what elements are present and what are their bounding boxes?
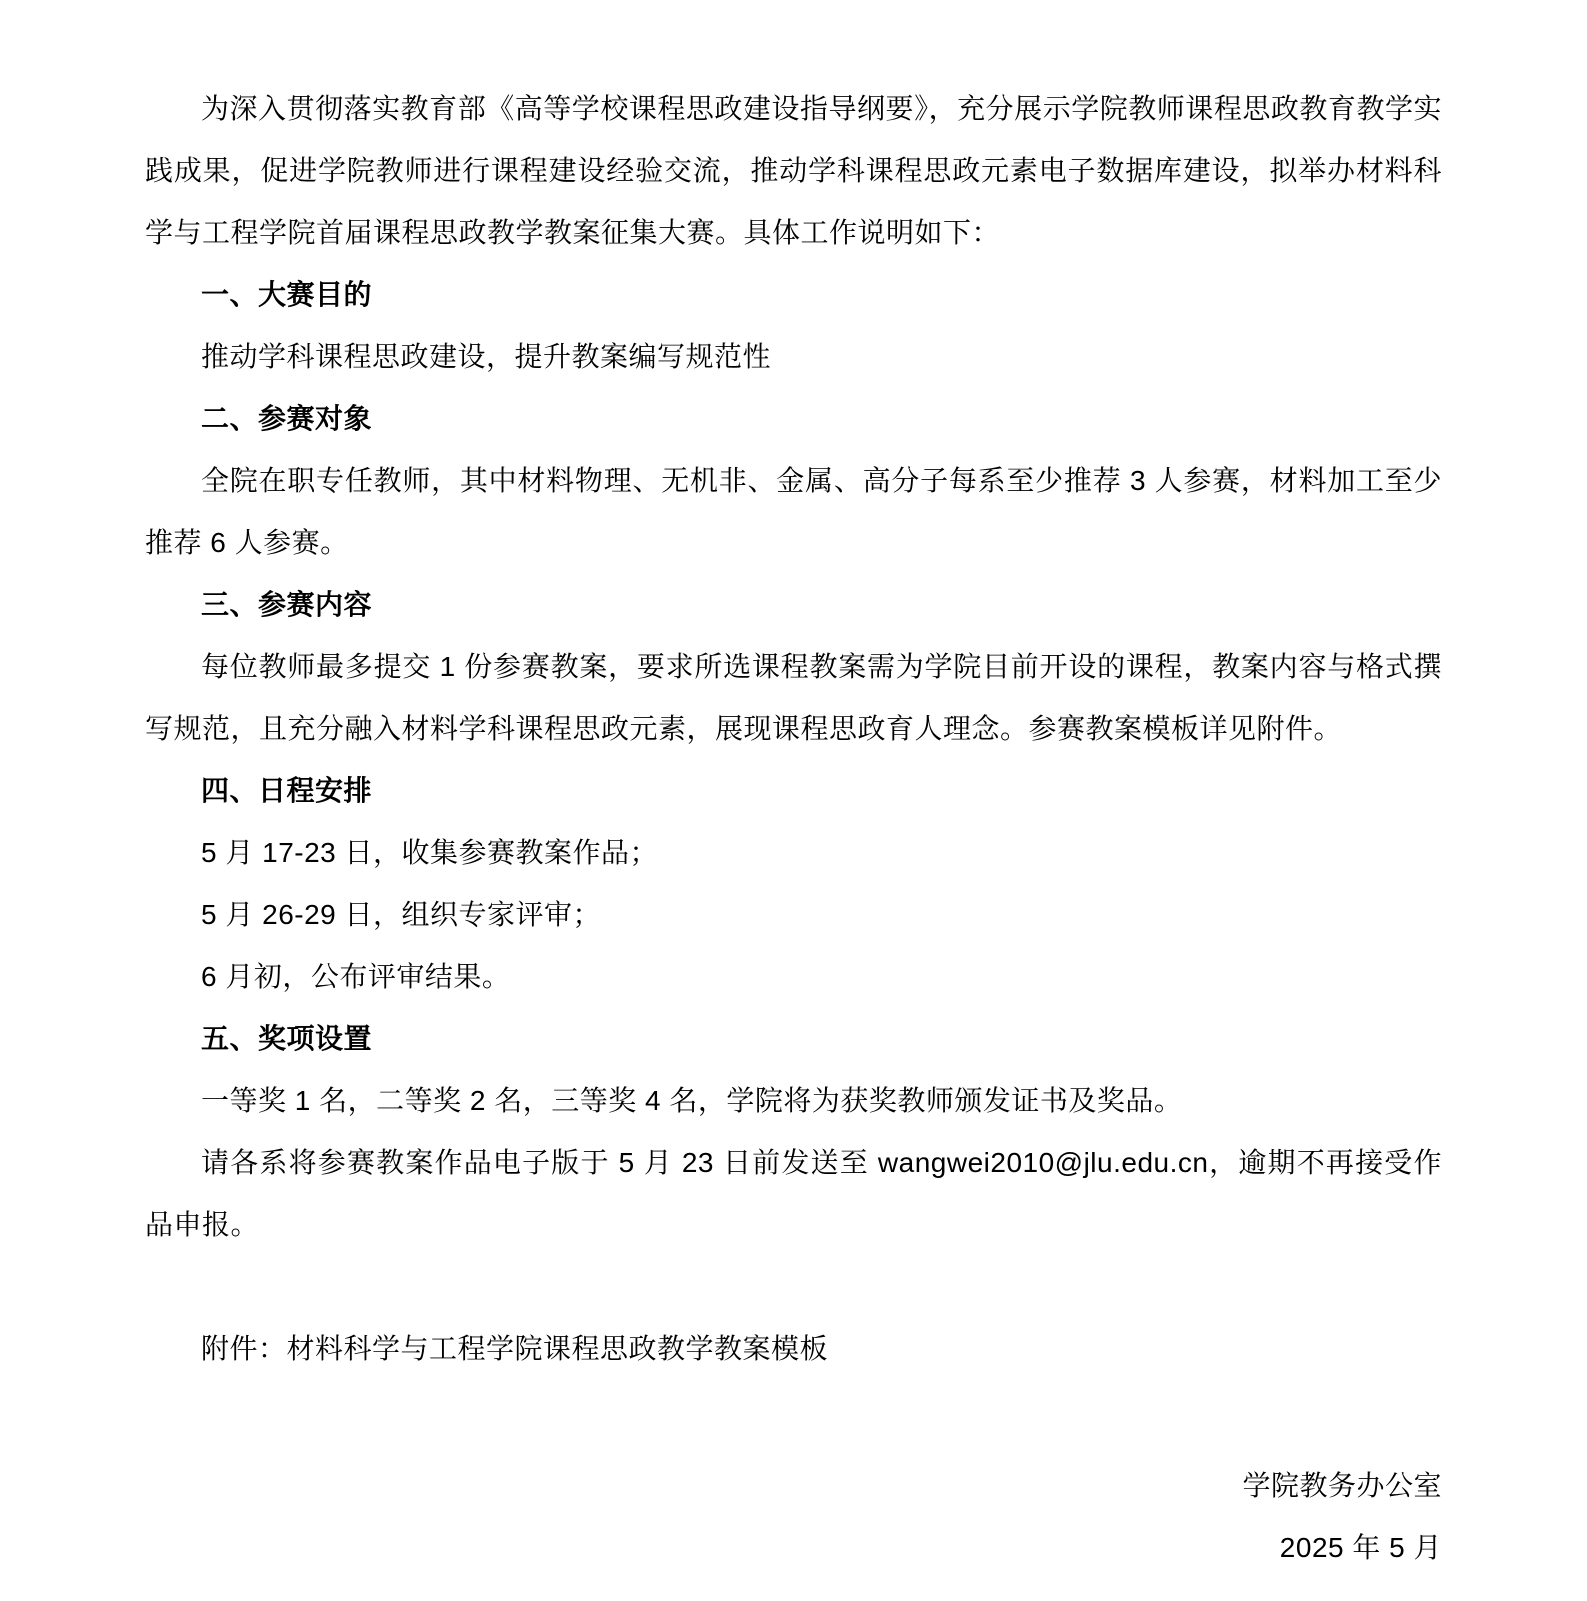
section-participants [145, 388, 1442, 574]
submission-deadline-paragraph [145, 1132, 1442, 1256]
submission-text-prefix: 请各系将参赛教案作品电子版于 5 月 23 日前发送至 [201, 1147, 878, 1178]
participants-paragraph: 全院在职专任教师，其中材料物理、无机非、金属、高分子每系至少推荐 3 人参赛，材料加工至少推荐 6 人参赛。 [145, 465, 1442, 558]
schedule-item-results: 6 月初，公布评审结果。 [201, 961, 511, 992]
section-goal [145, 264, 1442, 388]
section-heading-schedule: 四、日程安排 [201, 775, 373, 806]
section-heading-goal: 一、大赛目的 [201, 279, 373, 310]
schedule-item-review: 5 月 26-29 日，组织专家评审； [201, 899, 602, 930]
attachment-line: 附件：材料科学与工程学院课程思政教学教案模板 [201, 1333, 829, 1364]
blank-line [145, 1256, 1442, 1318]
section-heading-content: 三、参赛内容 [201, 589, 373, 620]
section-content [145, 574, 1442, 760]
section-heading-awards: 五、奖项设置 [201, 1023, 373, 1054]
section-awards [145, 1008, 1442, 1256]
submission-text-suffix: ，逾期不再接受作品申报。 [145, 1147, 1442, 1240]
signature-block [145, 1455, 1442, 1579]
content-paragraph: 每位教师最多提交 1 份参赛教案，要求所选课程教案需为学院目前开设的课程，教案内容与格式撰写规范，且充分融入材料学科课程思政元素，展现课程思政育人理念。参赛教案模板详见附件。 [145, 651, 1442, 744]
goal-paragraph: 推动学科课程思政建设，提升教案编写规范性 [201, 341, 772, 372]
blank-line [145, 1380, 1442, 1455]
email-address: wangwei2010@jlu.edu.cn [877, 1147, 1209, 1178]
schedule-item-collection: 5 月 17-23 日，收集参赛教案作品； [201, 837, 659, 868]
intro-paragraph: 为深入贯彻落实教育部《高等学校课程思政建设指导纲要》，充分展示学院教师课程思政教育教学实践成果，促进学院教师进行课程建设经验交流，推动学科课程思政元素电子数据库建设，拟举办材料科学与工程学院首届课程思政教学教案征集大赛。具体工作说明如下： [145, 93, 1442, 248]
section-schedule [145, 760, 1442, 1008]
signature-office: 学院教务办公室 [1242, 1470, 1442, 1501]
signature-date: 2025 年 5 月 [1279, 1532, 1442, 1563]
awards-paragraph: 一等奖 1 名，二等奖 2 名，三等奖 4 名，学院将为获奖教师颁发证书及奖品。 [201, 1085, 1183, 1116]
section-heading-participants: 二、参赛对象 [201, 403, 373, 434]
